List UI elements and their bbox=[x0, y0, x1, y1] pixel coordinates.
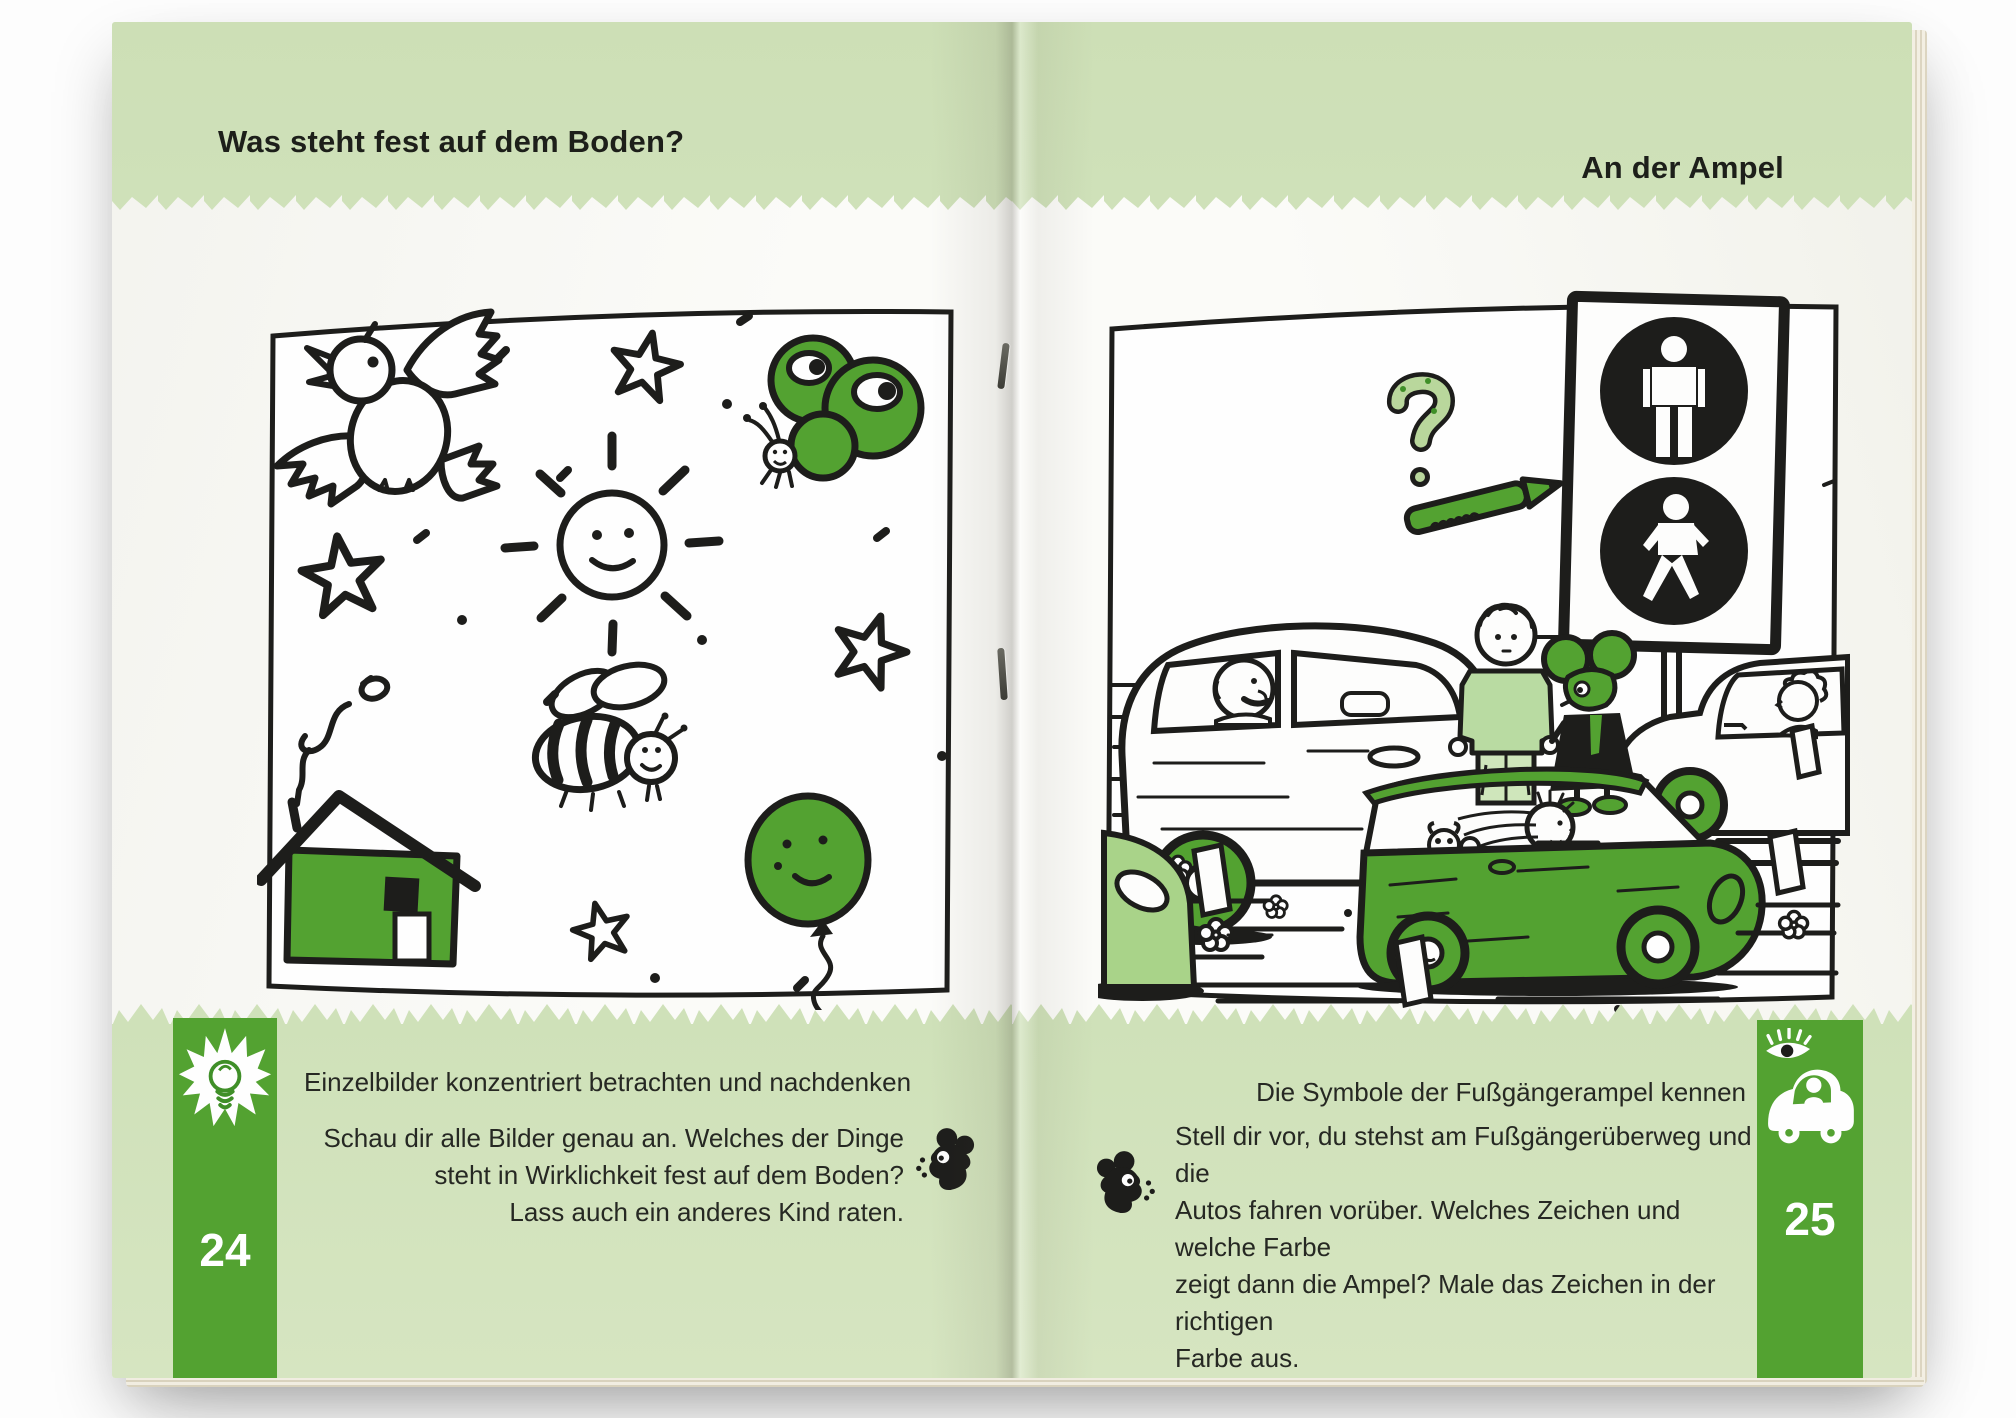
lane-marking bbox=[1770, 831, 1803, 893]
page-title: An der Ampel bbox=[1581, 150, 1784, 185]
page-number: 24 bbox=[199, 1224, 251, 1276]
car-icon bbox=[1768, 1070, 1854, 1144]
page-title: Was steht fest auf dem Boden? bbox=[218, 124, 685, 159]
things-on-ground-illustration bbox=[257, 288, 965, 1010]
eye-icon bbox=[1766, 1029, 1810, 1058]
torn-edge bbox=[1012, 192, 1912, 212]
page-tab bbox=[1757, 1020, 1863, 1378]
header-band bbox=[112, 22, 1012, 192]
eye-car-icon bbox=[1762, 1028, 1858, 1150]
traffic-scene-illustration bbox=[1098, 285, 1850, 1020]
mouse-icon bbox=[1096, 1148, 1156, 1216]
lane-marking bbox=[1194, 845, 1230, 915]
lightbulb-burst-icon bbox=[177, 1024, 273, 1136]
instruction-text: Stell dir vor, du stehst am Fußgängerüberweg und die Autos fahren vorüber. Welches Zeichen und welche Farbe zeigt dann die Ampel? Male das Zeichen in der richtigen Farbe aus. bbox=[1175, 1121, 1752, 1373]
page-stack-bottom bbox=[126, 1377, 1924, 1387]
activity-book-spread bbox=[112, 22, 1912, 1378]
page-number: 25 bbox=[1784, 1193, 1836, 1245]
page-stack-edge bbox=[1912, 30, 1927, 1384]
page-25 bbox=[1012, 22, 1912, 1378]
lane-marking bbox=[1792, 726, 1819, 777]
mouse-icon bbox=[915, 1125, 975, 1193]
torn-edge bbox=[112, 192, 1012, 212]
page-tab bbox=[173, 1018, 277, 1378]
instruction-text: Schau dir alle Bilder genau an. Welches der Dinge steht in Wirklichkeit fest auf dem Boden? Lass auch ein anderes Kind raten. bbox=[323, 1123, 904, 1227]
headrest bbox=[1342, 693, 1388, 715]
lane-marking bbox=[1396, 937, 1431, 1005]
skill-caption: Einzelbilder konzentriert betrachten und nachdenken bbox=[304, 1067, 912, 1097]
page-24 bbox=[112, 22, 1012, 1378]
skill-caption: Die Symbole der Fußgängerampel kennen bbox=[1256, 1077, 1746, 1107]
